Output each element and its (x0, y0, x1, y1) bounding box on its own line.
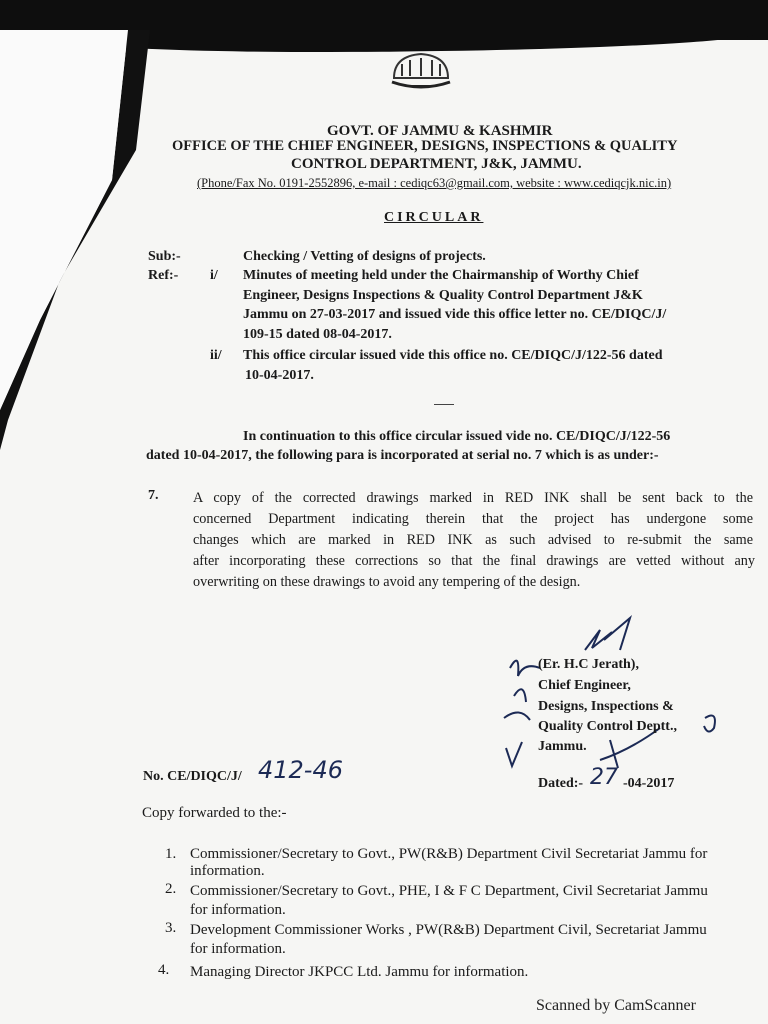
signature-scribble-icon (500, 610, 730, 780)
office-heading-line1: OFFICE OF THE CHIEF ENGINEER, DESIGNS, INSPECTIONS & QUALITY (172, 138, 678, 154)
copy-heading: Copy forwarded to the:- (142, 805, 287, 821)
letter-number-label: No. CE/DIQC/J/ (143, 769, 242, 784)
date-rest: -04-2017 (623, 776, 675, 791)
copy-item-number: 1. (165, 846, 177, 862)
signatory-name: (Er. H.C Jerath), (538, 657, 639, 672)
copy-item-text: Development Commissioner Works , PW(R&B) Department Civil, Secretariat Jammu (190, 922, 707, 938)
signatory-department: Quality Control Deptt., (538, 719, 677, 734)
para-line: changes which are marked in RED INK as such advised to re-submit the same (193, 532, 753, 548)
emblem-icon (386, 48, 456, 94)
para-line: A copy of the corrected drawings marked in RED INK shall be sent back to the (193, 490, 753, 506)
office-heading-line2: CONTROL DEPARTMENT, J&K, JAMMU. (291, 156, 582, 172)
letter-number-handwritten: 412-46 (258, 756, 344, 784)
para-line: after incorporating these corrections so that the final drawings are vetted without any (193, 553, 755, 569)
continuation-line2: dated 10-04-2017, the following para is incorporated at serial no. 7 which is as under:- (146, 448, 659, 463)
signatory-department: Designs, Inspections & (538, 699, 674, 714)
copy-item-text: Commissioner/Secretary to Govt., PHE, I & F C Department, Civil Secretariat Jammu (190, 883, 708, 899)
reference-1-line: Minutes of meeting held under the Chairmanship of Worthy Chief (243, 268, 639, 283)
copy-item-text: Managing Director JKPCC Ltd. Jammu for information. (190, 964, 529, 980)
copy-item-text: Commissioner/Secretary to Govt., PW(R&B) Department Civil Secretariat Jammu for (190, 846, 708, 862)
page-fold-shadow (0, 30, 150, 450)
divider (434, 404, 454, 405)
reference-1-number: i/ (210, 268, 218, 283)
date-label: Dated:- (538, 776, 584, 791)
subject-label: Sub:- (148, 249, 181, 264)
copy-item-number: 4. (158, 962, 170, 978)
copy-item-number: 2. (165, 881, 177, 897)
para-line: overwriting on these drawings to avoid any tempering of the design. (193, 574, 581, 590)
govt-heading: GOVT. OF JAMMU & KASHMIR (327, 123, 553, 139)
para-line: concerned Department indicating therein that the project has undergone some (193, 511, 753, 527)
reference-1-line: Engineer, Designs Inspections & Quality Control Department J&K (243, 288, 643, 303)
copy-item-number: 3. (165, 920, 177, 936)
subject-text: Checking / Vetting of designs of projects. (243, 249, 486, 264)
signatory-designation: Chief Engineer, (538, 678, 631, 693)
reference-1-line: 109-15 dated 08-04-2017. (243, 327, 392, 342)
signatory-location: Jammu. (538, 739, 587, 754)
continuation-line1: In continuation to this office circular issued vide no. CE/DIQC/J/122-56 (243, 429, 671, 444)
reference-2-number: ii/ (210, 348, 222, 363)
circular-title: CIRCULAR (384, 210, 484, 225)
date-day-handwritten: 27 (590, 765, 618, 790)
reference-2-line: 10-04-2017. (245, 368, 314, 383)
copy-item-text: for information. (190, 902, 286, 918)
para-number: 7. (148, 488, 159, 503)
contact-line: (Phone/Fax No. 0191-2552896, e-mail : cediqc63@gmail.com, website : www.cediqcjk.nic.in) (197, 176, 672, 190)
copy-item-text: information. (190, 863, 265, 879)
scanner-watermark: Scanned by CamScanner (536, 997, 696, 1014)
copy-item-text: for information. (190, 941, 286, 957)
reference-label: Ref:- (148, 268, 179, 283)
reference-2-line: This office circular issued vide this office no. CE/DIQC/J/122-56 dated (243, 348, 663, 363)
reference-1-line: Jammu on 27-03-2017 and issued vide this office letter no. CE/DIQC/J/ (243, 307, 667, 322)
